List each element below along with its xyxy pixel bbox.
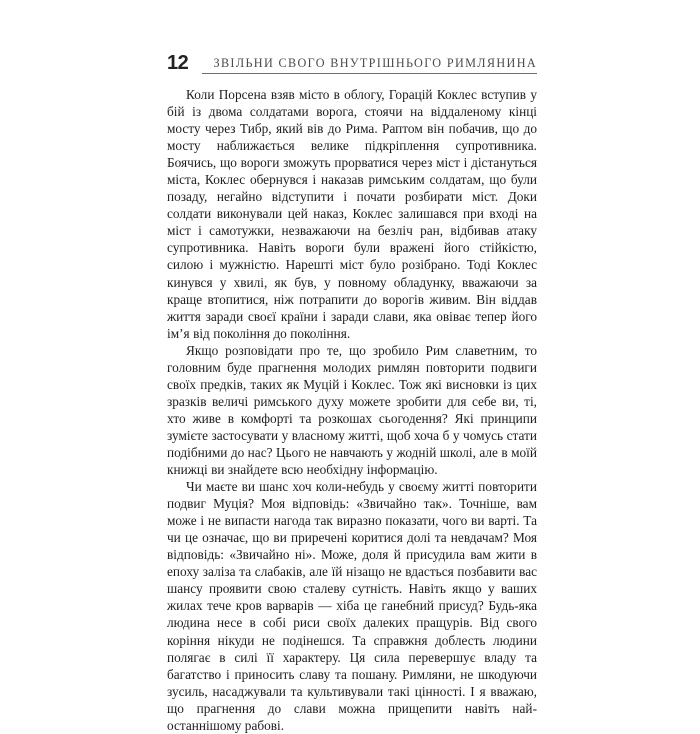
page-number: 12 bbox=[167, 52, 189, 74]
running-head-title: ЗВІЛЬНИ СВОГО ВНУТРІШНЬОГО РИМЛЯНИНА bbox=[213, 55, 537, 70]
running-head bbox=[167, 44, 537, 74]
paragraph: Коли Порсена взяв місто в облогу, Горацій Коклес вступив у бій із двома солдатами ворога, стоячи на віддаленому кінці мосту через Тибр, який вів до Рима. Раптом він побачив, що до мосту наближається велике підкріплення супротивника. Боячись, що вороги зможуть прорватися через міст і дістануться міста, Коклес обернувся і наказав римським солдатам, що були позаду, негайно відступити і почати розбирати міст. Доки солдати виконували цей наказ, Коклес залишався при вході на міст і самотужки, незважаючи на безліч ран, відбивав атаку супротивника. Навіть вороги були вражені його стійкістю, силою і мужністю. Нарешті міст було розібрано. Тоді Коклес кинувся у хвилі, як був, у повному обладунку, вважаючи за краще втопитися, ніж потрапити до ворогів живим. Він віддав життя заради своєї країни і заради слави, яка овіває тепер його ім’я від покоління до покоління. bbox=[167, 87, 537, 341]
body-text-block bbox=[167, 86, 537, 734]
paragraph: Якщо розповідати про те, що зробило Рим славетним, то головним буде прагнення молодих римлян повторити подвиги своїх предків, таких як Муцій і Коклес. Тож які висновки із цих зразків величі римського духу можете зробити для себе ви, ті, хто живе в комфорті та розкошах сьогодення? Які принципи зумієте застосувати у власному житті, щоб хоча б у чомусь стати подібними до нас? Цього не навчають у жодній школі, але в моїй книжці ви знайдете всю необхідну інформацію. bbox=[167, 342, 537, 478]
paragraph: Чи маєте ви шанс хоч коли-небудь у своєму житті повторити подвиг Муція? Моя відповідь: «Звичайно так». Точніше, вам може і не випасти нагода так виразно показати, чого ви варті. Та чи це означає, що ви приречені коритися долі та невдачам? Моя відповідь: «Звичайно ні». Може, доля й присудила вам жити в епоху заліза та слабаків, але їй нізащо не вдасться позбавити вас шансу проявити свою сталеву сутність. Навіть якщо у ваших жилах тече кров варварів — хіба це ганебний присуд? Будь-яка людина несе в собі риси своїх далеких пращурів. Від свого коріння нікуди не подінешся. Та справжня доблесть людини полягає в силі її характеру. Ця сила перевершує владу та багатство і приносить славу та пошану. Римляни, не шкодуючи зусиль, насаджували та культивували такі цінності. І я вважаю, що прагнення до слави можна прищепити навіть найостаннішому рабові. bbox=[167, 479, 537, 733]
running-head-rule bbox=[202, 57, 537, 74]
